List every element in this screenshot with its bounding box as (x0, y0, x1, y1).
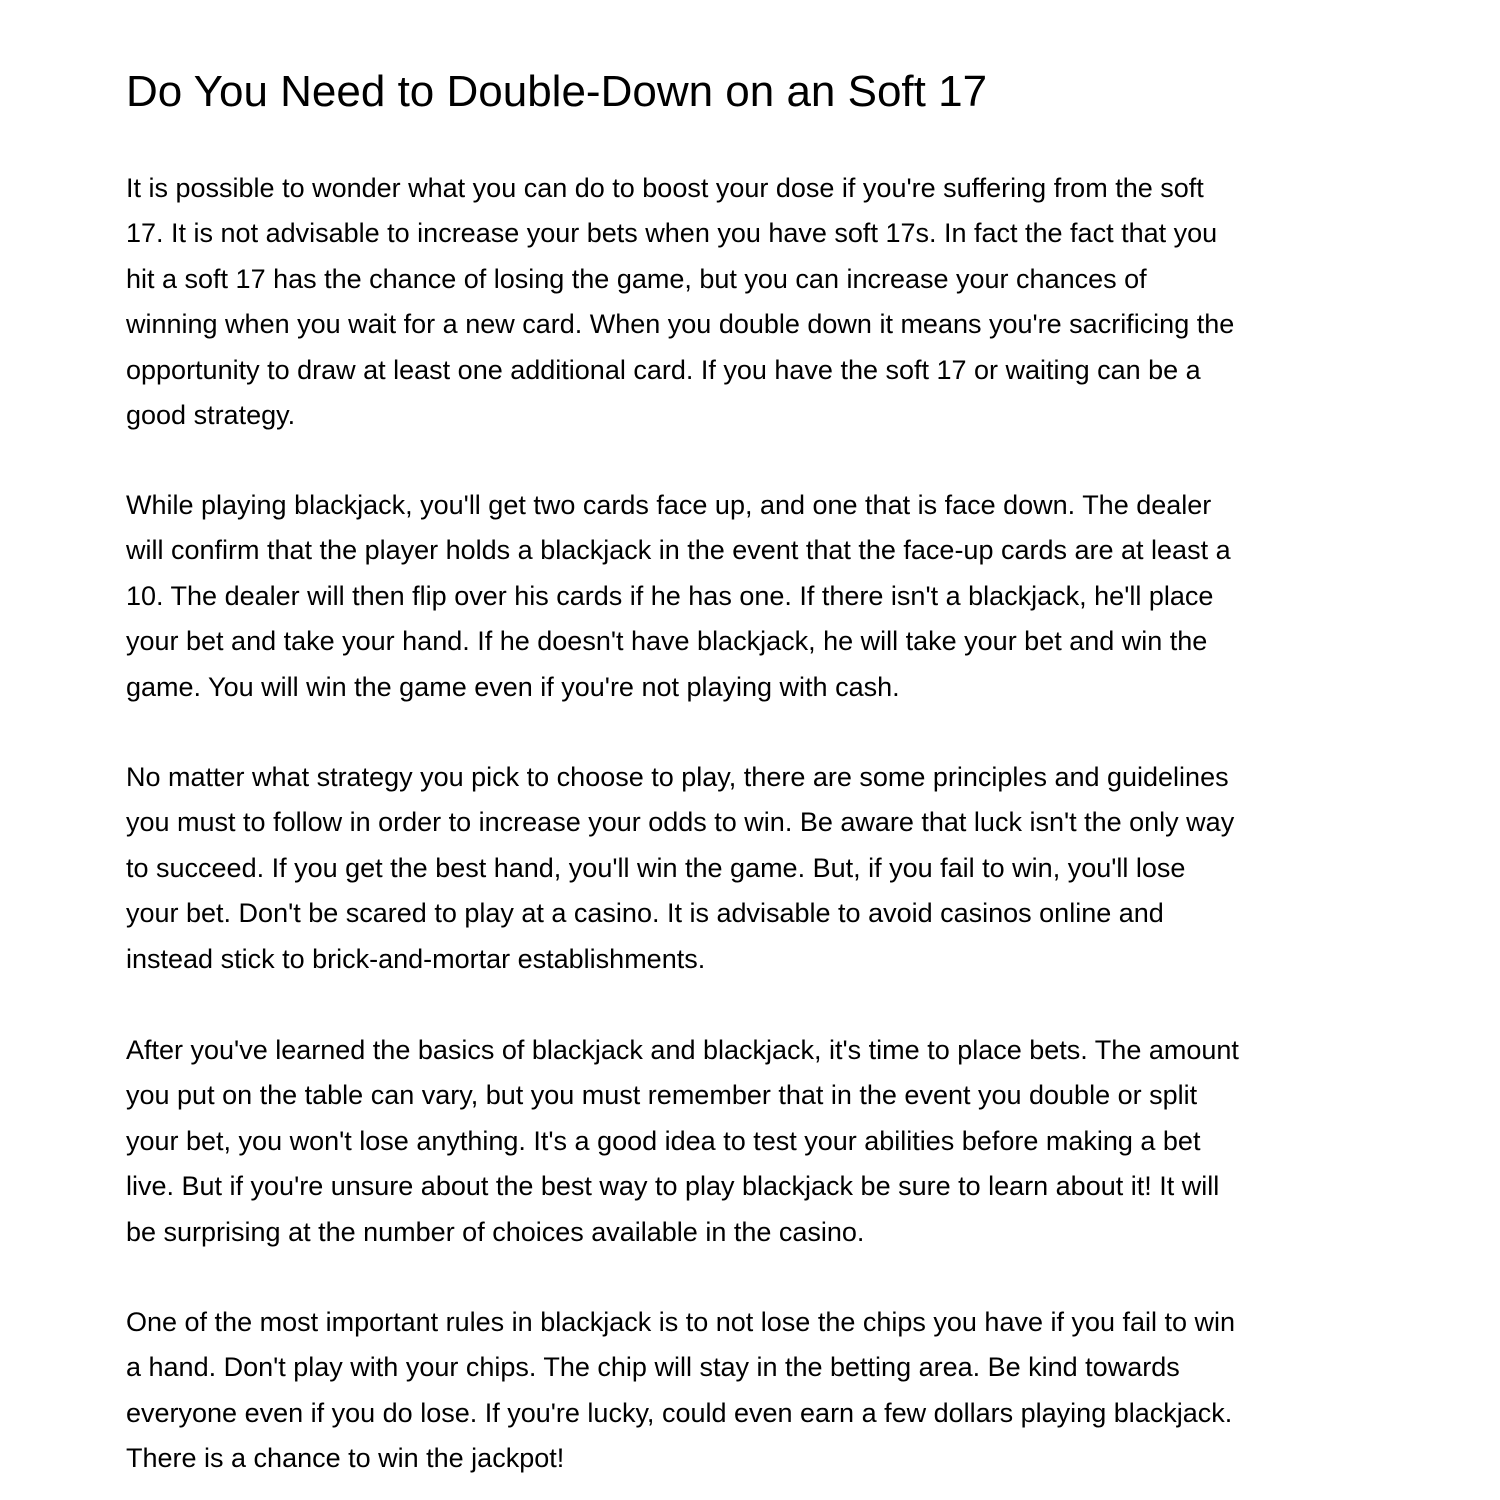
text-line: be surprising at the number of choices available in the casino. (126, 1216, 865, 1247)
text-line: There is a chance to win the jackpot! (126, 1443, 565, 1474)
text-line: to succeed. If you get the best hand, you'll win the game. But, if you fail to win, you'll lose (126, 852, 1186, 883)
text-line: It is possible to wonder what you can do to boost your dose if you're suffering from the soft (126, 173, 1204, 203)
text-line: good strategy. (126, 399, 296, 430)
text-line: game. You will win the game even if you're not playing with cash. (126, 671, 900, 702)
text-line: While playing blackjack, you'll get two cards face up, and one that is face down. The dealer (126, 490, 1212, 520)
text-line: One of the most important rules in blackjack is to not lose the chips you have if you fail to win (126, 1307, 1236, 1337)
paragraph-4 (126, 1028, 1386, 1255)
text-line: 17. It is not advisable to increase your bets when you have soft 17s. In fact the fact that you (126, 218, 1218, 249)
paragraph-3 (126, 755, 1386, 982)
paragraph-5 (126, 1300, 1386, 1482)
text-line: your bet and take your hand. If he doesn't have blackjack, he will take your bet and win the (126, 626, 1208, 657)
text-line: everyone even if you do lose. If you're lucky, could even earn a few dollars playing blackjack. (126, 1397, 1233, 1428)
text-line: 10. The dealer will then flip over his cards if he has one. If there isn't a blackjack, he'll place (126, 580, 1214, 611)
text-line: opportunity to draw at least one additional card. If you have the soft 17 or waiting can be a (126, 354, 1201, 385)
text-line: will confirm that the player holds a blackjack in the event that the face-up cards are at least a (126, 535, 1231, 566)
text-line: winning when you wait for a new card. When you double down it means you're sacrificing the (126, 309, 1235, 340)
text-line: a hand. Don't play with your chips. The chip will stay in the betting area. Be kind towards (126, 1352, 1180, 1383)
page-title: Do You Need to Double-Down on an Soft 17 (126, 67, 988, 116)
text-line: No matter what strategy you pick to choose to play, there are some principles and guidelines (126, 762, 1229, 792)
paragraph-1 (126, 166, 1386, 438)
text-line: your bet. Don't be scared to play at a casino. It is advisable to avoid casinos online and (126, 898, 1164, 929)
text-line: you put on the table can vary, but you must remember that in the event you double or split (126, 1080, 1198, 1111)
text-line: your bet, you won't lose anything. It's a good idea to test your abilities before making a bet (126, 1125, 1201, 1156)
text-line: you must to follow in order to increase your odds to win. Be aware that luck isn't the only way (126, 807, 1235, 838)
text-line: hit a soft 17 has the chance of losing the game, but you can increase your chances of (126, 263, 1147, 294)
paragraph-2 (126, 483, 1386, 710)
text-line: instead stick to brick-and-mortar establishments. (126, 943, 706, 974)
text-line: live. But if you're unsure about the best way to play blackjack be sure to learn about it! It will (126, 1171, 1220, 1202)
text-line: After you've learned the basics of blackjack and blackjack, it's time to place bets. The amount (126, 1035, 1239, 1065)
